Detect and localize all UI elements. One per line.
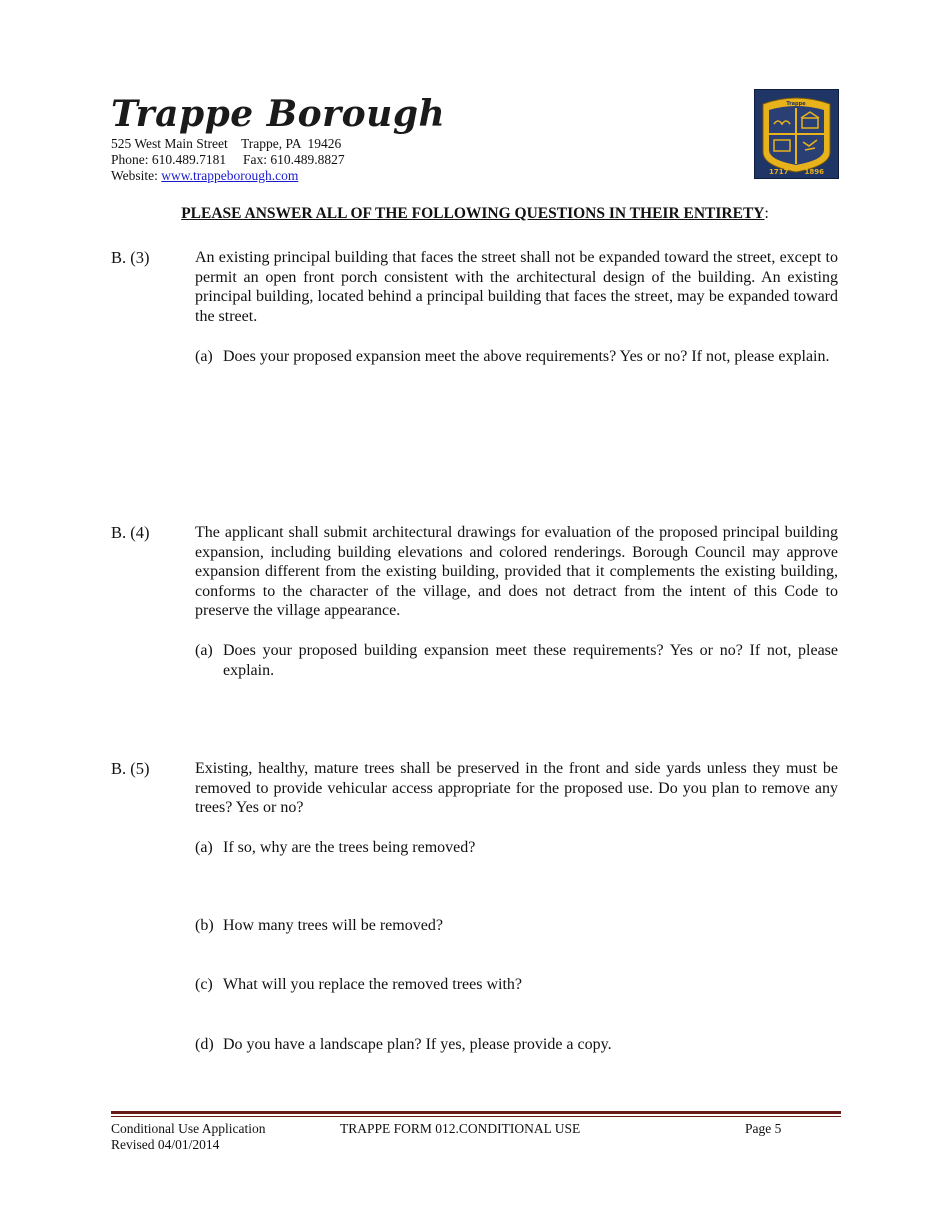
section-text: The applicant shall submit architectural drawings for evaluation of the proposed principal building expansion, including building elevations and colored renderings. Borough Council may approve expansion different from the existing building, provided that it complements the existing building, conforms to the character of the village, and does not detract from the intent of this Code to preserve the village appearance. [195,524,838,620]
question-text: Do you have a landscape plan? If yes, please provide a copy. [223,1036,612,1053]
footer-page-number: Page 5 [745,1121,782,1136]
footer-revised-date: Revised 04/01/2014 [111,1137,220,1152]
question-text: What will you replace the removed trees with? [223,976,522,993]
question-label: (d) [195,1036,214,1053]
section-label: B. (4) [111,523,150,542]
question-text: Does your proposed building expansion meet these requirements? Yes or no? If not, please explain. [223,642,838,679]
website-label: Website: [111,168,162,183]
question-label: (a) [195,642,213,659]
website-link[interactable]: www.trappeborough.com [161,168,299,183]
borough-seal [754,89,839,179]
section-label: B. (3) [111,248,150,267]
borough-title: Trappe Borough [111,93,446,135]
heading-text: PLEASE ANSWER ALL OF THE FOLLOWING QUESTIONS IN THEIR ENTIRETY [181,205,765,222]
question-label: (a) [195,839,213,856]
question-text: Does your proposed expansion meet the above requirements? Yes or no? If not, please explain. [223,348,830,365]
question-text: If so, why are the trees being removed? [223,839,476,856]
seal-top-text: Trappe [786,101,806,107]
heading-colon: : [764,205,769,222]
question-item [195,838,838,858]
page-heading [0,205,950,223]
footer-form-code: TRAPPE FORM 012.CONDITIONAL USE [340,1121,581,1136]
question-item [195,347,838,367]
question-item [195,641,838,680]
section-text: Existing, healthy, mature trees shall be preserved in the front and side yards unless they must be removed to provide vehicular access appropriate for the proposed use. Do you plan to remove any trees? Yes or no? [195,760,838,817]
street-address: 525 West Main Street Trappe, PA 19426 [111,136,342,151]
question-label: (a) [195,348,213,365]
section-text: An existing principal building that faces the street shall not be expanded toward the street, except to permit an open front porch consistent with the architectural design of the building. An existing principal building, located behind a principal building that faces the street, may be expanded toward the street. [195,249,838,325]
question-item [195,916,838,936]
website-line [111,168,298,184]
question-item [195,975,838,995]
seal-year-left: 1717 [769,168,789,176]
question-label: (b) [195,917,214,934]
footer-rule [111,1111,841,1114]
seal-year-right: 1896 [804,168,824,176]
footer-form-name: Conditional Use Application [111,1121,266,1136]
question-text: How many trees will be removed? [223,917,443,934]
question-label: (c) [195,976,213,993]
section-label: B. (5) [111,759,150,778]
footer-rule-thin [111,1116,841,1117]
question-item [195,1035,838,1055]
seal-emblem-icon [755,90,838,178]
phone-fax: Phone: 610.489.7181 Fax: 610.489.8827 [111,152,345,167]
